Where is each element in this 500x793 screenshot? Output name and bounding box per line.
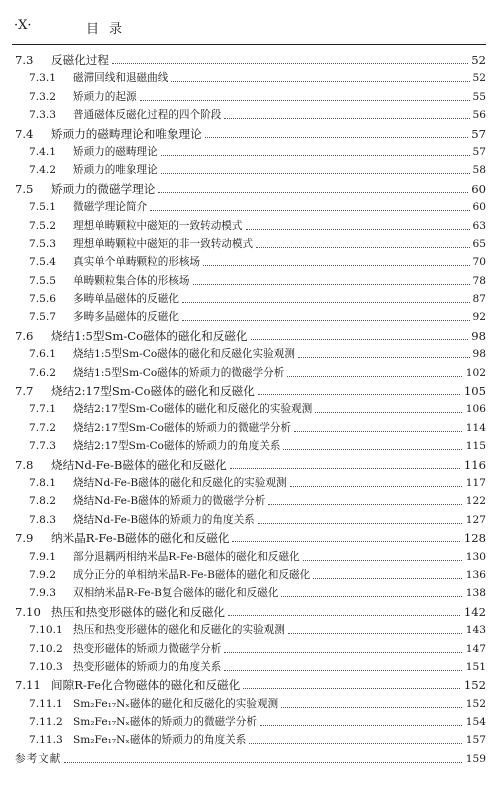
toc-entry-number: 7.8.3 — [29, 513, 56, 526]
toc-entry-page: 60 — [470, 198, 486, 216]
toc-leader-dots — [287, 376, 470, 377]
toc-leader-dots — [161, 173, 470, 174]
toc-entry-number: 7.5.4 — [29, 256, 56, 269]
toc-leader-dots — [150, 210, 470, 211]
toc-entry-page: 78 — [470, 272, 486, 290]
toc-entry-number: 7.5.2 — [29, 219, 56, 232]
toc-entry-title: 普通磁体反磁化过程的四个阶段 — [73, 106, 224, 124]
toc-leader-dots — [140, 100, 470, 101]
toc-entry-page: 114 — [463, 419, 486, 437]
toc-entry-number: 7.11.1 — [29, 697, 63, 710]
toc-entry-page: 92 — [470, 308, 486, 326]
toc-entry[interactable] — [0, 437, 500, 455]
toc-entry-page: 115 — [463, 437, 486, 455]
toc-entry-page: 55 — [470, 88, 486, 106]
toc-entry-number: 7.6.2 — [29, 366, 56, 379]
toc-entry-title: 磁滞回线和退磁曲线 — [73, 69, 171, 87]
toc-entry[interactable] — [0, 235, 500, 253]
toc-entry-page: 122 — [463, 492, 486, 510]
toc-entry-number: 7.3.1 — [29, 72, 56, 85]
toc-entry[interactable] — [0, 69, 500, 87]
toc-entry-page: 70 — [470, 253, 486, 271]
toc-entry-page: 60 — [468, 180, 486, 198]
toc-entry-number: 7.4.2 — [29, 164, 56, 177]
toc-entry-page: 57 — [468, 125, 486, 143]
toc-entry-page: 142 — [461, 603, 486, 621]
toc-entry-title: 成分正分的单相纳米晶R-Fe-B磁体的磁化和反磁化 — [73, 566, 313, 584]
toc-entry-number: 7.6.1 — [29, 348, 56, 361]
toc-entry-title: 烧结Nd-Fe-B磁体的磁化和反磁化 — [51, 456, 230, 474]
toc-entry-title: Sm₂Fe₁₇Nₓ磁体的矫顽力的角度关系 — [73, 731, 249, 749]
toc-entry-page: 154 — [463, 713, 486, 731]
toc-entry[interactable] — [0, 400, 500, 418]
toc-entry[interactable] — [0, 492, 500, 510]
toc-entry-number: 7.9 — [15, 531, 34, 546]
toc-leader-dots — [303, 560, 470, 561]
toc-leader-dots — [249, 743, 470, 744]
toc-entry-title: Sm₂Fe₁₇Nₓ磁体的矫顽力的微磁学分析 — [73, 713, 260, 731]
toc-entry-page: 143 — [463, 621, 486, 639]
toc-entry-number: 7.3.3 — [29, 109, 56, 122]
toc-entry-number: 7.5.7 — [29, 311, 56, 324]
toc-entry-title: 烧结1:5型Sm-Co磁体的磁化和反磁化 — [51, 327, 251, 345]
toc-entry-page: 117 — [463, 474, 486, 492]
toc-entry-page: 56 — [470, 106, 486, 124]
toc-entry[interactable] — [0, 548, 500, 566]
toc-entry-page: 130 — [463, 548, 486, 566]
toc-entry-number: 7.11 — [15, 678, 41, 693]
toc-entry-title: 烧结2:17型Sm-Co磁体的磁化和反磁化的实验观测 — [73, 400, 315, 418]
toc-entry-page: 157 — [463, 731, 486, 749]
toc-entry-title: 双相纳米晶R-Fe-B复合磁体的磁化和反磁化 — [73, 584, 281, 602]
toc-leader-dots — [161, 155, 470, 156]
toc-entry-title: 烧结2:17型Sm-Co磁体的磁化和反磁化 — [51, 382, 258, 400]
toc-entry-title: 真实单个单畴颗粒的形核场 — [73, 253, 203, 271]
toc-entry-page: 102 — [463, 364, 486, 382]
toc-entry-page: 151 — [463, 658, 486, 676]
toc-entry-title: 矫顽力的唯象理论 — [73, 161, 161, 179]
toc-leader-dots — [243, 688, 470, 689]
toc-leader-dots — [182, 302, 470, 303]
toc-entry[interactable] — [0, 198, 500, 216]
toc-entry-page: 159 — [463, 750, 486, 768]
toc-entry[interactable] — [0, 640, 500, 658]
toc-entry[interactable] — [0, 106, 500, 124]
toc-entry-title: 参考文献 — [15, 750, 64, 768]
toc-entry-number: 7.6 — [15, 328, 34, 343]
toc-leader-dots — [260, 725, 470, 726]
toc-entry[interactable] — [0, 419, 500, 437]
toc-entry-title: 纳米晶R-Fe-B磁体的磁化和反磁化 — [51, 529, 232, 547]
toc-entry[interactable] — [0, 566, 500, 584]
toc-entry-references[interactable] — [0, 750, 500, 768]
toc-leader-dots — [171, 81, 470, 82]
toc-entry-title: 矫顽力的微磁学理论 — [51, 180, 158, 198]
toc-leader-dots — [315, 412, 470, 413]
toc-entry[interactable] — [0, 125, 500, 143]
toc-entry[interactable] — [0, 658, 500, 676]
toc-entry[interactable] — [0, 253, 500, 271]
toc-leader-dots — [193, 284, 470, 285]
toc-entry-page: 106 — [463, 400, 486, 418]
toc-entry-page: 152 — [463, 695, 486, 713]
toc-entry-number: 7.10.2 — [29, 642, 63, 655]
toc-entry-number: 7.9.1 — [29, 550, 56, 563]
running-header — [14, 18, 486, 38]
toc-entry-title: 理想单畴颗粒中磁矩的非一致转动模式 — [73, 235, 256, 253]
toc-entry-page: 136 — [463, 566, 486, 584]
toc-leader-dots — [224, 118, 470, 119]
header-title: 目录 — [86, 22, 133, 37]
toc-entry-title: 烧结2:17型Sm-Co磁体的矫顽力的微磁学分析 — [73, 419, 294, 437]
toc-leader-dots — [258, 394, 470, 395]
toc-leader-dots — [251, 339, 471, 340]
toc-entry-title: 多畴单晶磁体的反磁化 — [73, 290, 182, 308]
toc-entry-title: 理想单畴颗粒中磁矩的一致转动模式 — [73, 217, 246, 235]
toc-leader-dots — [205, 137, 470, 138]
toc-entry-number: 7.9.2 — [29, 568, 56, 581]
toc-entry-page: 58 — [470, 161, 486, 179]
toc-entry-number: 7.10.1 — [29, 624, 63, 637]
toc-entry[interactable] — [0, 272, 500, 290]
toc-leader-dots — [224, 652, 470, 653]
toc-entry-page: 152 — [461, 676, 486, 694]
toc-entry-number: 7.5 — [15, 181, 34, 196]
toc-leader-dots — [256, 247, 470, 248]
toc-leader-dots — [224, 670, 470, 671]
toc-entry-page: 63 — [470, 217, 486, 235]
toc-entry[interactable] — [0, 308, 500, 326]
toc-entry-number: 7.8 — [15, 457, 34, 472]
toc-leader-dots — [232, 541, 470, 542]
toc-entry-number: 7.3 — [15, 53, 34, 67]
toc-leader-dots — [290, 486, 470, 487]
toc-entry[interactable] — [0, 713, 500, 731]
toc-entry-title: 部分退耦两相纳米晶R-Fe-B磁体的磁化和反磁化 — [73, 548, 303, 566]
toc-leader-dots — [158, 192, 470, 193]
toc-entry-number: 7.7.2 — [29, 421, 56, 434]
toc-entry-title: 烧结Nd-Fe-B磁体的磁化和反磁化的实验观测 — [73, 474, 290, 492]
toc-entry-number: 7.11.2 — [29, 716, 63, 729]
toc-entry-page: 105 — [461, 382, 486, 400]
toc-leader-dots — [246, 229, 471, 230]
toc-entry-number: 7.7.3 — [29, 440, 56, 453]
toc-entry-title: 多畴多晶磁体的反磁化 — [73, 308, 182, 326]
toc-entry-page: 87 — [470, 290, 486, 308]
toc-entry-page: 147 — [463, 640, 486, 658]
toc-leader-dots — [283, 449, 470, 450]
toc-entry[interactable] — [0, 603, 500, 621]
toc-entry-title: 热变形磁体的矫顽力微磁学分析 — [73, 640, 224, 658]
toc-entry[interactable] — [0, 676, 500, 694]
toc-leader-dots — [230, 468, 470, 469]
toc-leader-dots — [112, 63, 470, 64]
toc-entry-page: 98 — [470, 345, 486, 363]
toc-entry-number: 7.5.3 — [29, 237, 56, 250]
toc-entry-title: 烧结1:5型Sm-Co磁体的磁化和反磁化实验观测 — [73, 345, 298, 363]
toc-entry-page: 52 — [468, 51, 486, 69]
toc-entry-page: 98 — [468, 327, 486, 345]
header-page-number: ·X· — [14, 18, 32, 33]
header-rule — [12, 44, 486, 45]
toc-leader-dots — [298, 357, 470, 358]
toc-entry[interactable] — [0, 345, 500, 363]
toc-entry[interactable] — [0, 180, 500, 198]
toc-entry[interactable] — [0, 51, 500, 69]
toc-leader-dots — [258, 523, 470, 524]
toc-entry[interactable] — [0, 382, 500, 400]
toc-entry-number: 7.11.3 — [29, 734, 63, 747]
toc-entry[interactable] — [0, 731, 500, 749]
toc-entry-title: Sm₂Fe₁₇Nₓ磁体的磁化和反磁化的实验观测 — [73, 695, 281, 713]
toc-entry-number: 7.5.5 — [29, 274, 56, 287]
toc-entry-title: 烧结Nd-Fe-B磁体的矫顽力的微磁学分析 — [73, 492, 268, 510]
toc-entry[interactable] — [0, 695, 500, 713]
toc-entry[interactable] — [0, 511, 500, 529]
toc-entry-page: 116 — [461, 456, 486, 474]
toc-entry-title: 热压和热变形磁体的磁化和反磁化 — [51, 603, 228, 621]
toc-entry-page: 52 — [470, 69, 486, 87]
toc-leader-dots — [294, 431, 470, 432]
toc-entry-title: 矫顽力的磁畴理论 — [73, 143, 161, 161]
toc-leader-dots — [64, 762, 470, 763]
toc-entry-number: 7.8.2 — [29, 495, 56, 508]
toc-entry-title: 烧结2:17型Sm-Co磁体的矫顽力的角度关系 — [73, 437, 283, 455]
toc-entry-number: 7.9.3 — [29, 587, 56, 600]
toc-leader-dots — [203, 265, 470, 266]
toc-entry-title: 烧结Nd-Fe-B磁体的矫顽力的角度关系 — [73, 511, 258, 529]
toc-entry[interactable] — [0, 621, 500, 639]
toc-entry-title: 矫顽力的起源 — [73, 88, 140, 106]
toc-entry[interactable] — [0, 143, 500, 161]
toc-entry-title: 烧结1:5型Sm-Co磁体的矫顽力的微磁学分析 — [73, 364, 287, 382]
toc-entry-number: 7.4.1 — [29, 145, 56, 158]
toc-leader-dots — [313, 578, 470, 579]
toc-entry-number: 7.3.2 — [29, 90, 56, 103]
toc-entry[interactable] — [0, 456, 500, 474]
toc-entry-page: 128 — [461, 529, 486, 547]
toc-entry[interactable] — [0, 290, 500, 308]
toc-leader-dots — [281, 707, 470, 708]
toc-entry-title: 矫顽力的磁畴理论和唯象理论 — [51, 125, 205, 143]
toc-entry-number: 7.5.6 — [29, 293, 56, 306]
toc-entry[interactable] — [0, 364, 500, 382]
table-of-contents — [0, 51, 500, 768]
toc-entry-page: 57 — [470, 143, 486, 161]
toc-entry-title: 反磁化过程 — [51, 51, 112, 69]
toc-entry-number: 7.4 — [15, 126, 34, 141]
toc-entry-number: 7.5.1 — [29, 201, 56, 214]
toc-entry[interactable] — [0, 217, 500, 235]
toc-entry-title: 微磁学理论简介 — [73, 198, 150, 216]
toc-leader-dots — [268, 504, 470, 505]
toc-entry-number: 7.10 — [15, 604, 41, 619]
toc-entry-title: 间隙R-Fe化合物磁体的磁化和反磁化 — [51, 676, 243, 694]
toc-entry-page: 127 — [463, 511, 486, 529]
toc-entry-title: 单畴颗粒集合体的形核场 — [73, 272, 193, 290]
toc-entry[interactable] — [0, 529, 500, 547]
toc-entry-number: 7.7.1 — [29, 403, 56, 416]
toc-entry-number: 7.10.3 — [29, 660, 63, 673]
toc-entry-title: 热压和热变形磁体的磁化和反磁化的实验观测 — [73, 621, 288, 639]
toc-entry-number: 7.7 — [15, 384, 34, 399]
toc-entry[interactable] — [0, 474, 500, 492]
toc-entry[interactable] — [0, 327, 500, 345]
toc-entry[interactable] — [0, 161, 500, 179]
toc-leader-dots — [281, 596, 470, 597]
toc-leader-dots — [182, 320, 470, 321]
toc-entry-page: 138 — [463, 584, 486, 602]
toc-leader-dots — [288, 633, 470, 634]
toc-entry-number: 7.8.1 — [29, 476, 56, 489]
toc-entry[interactable] — [0, 584, 500, 602]
toc-leader-dots — [228, 615, 470, 616]
toc-entry[interactable] — [0, 88, 500, 106]
toc-entry-title: 热变形磁体的矫顽力的角度关系 — [73, 658, 224, 676]
toc-entry-page: 65 — [470, 235, 486, 253]
